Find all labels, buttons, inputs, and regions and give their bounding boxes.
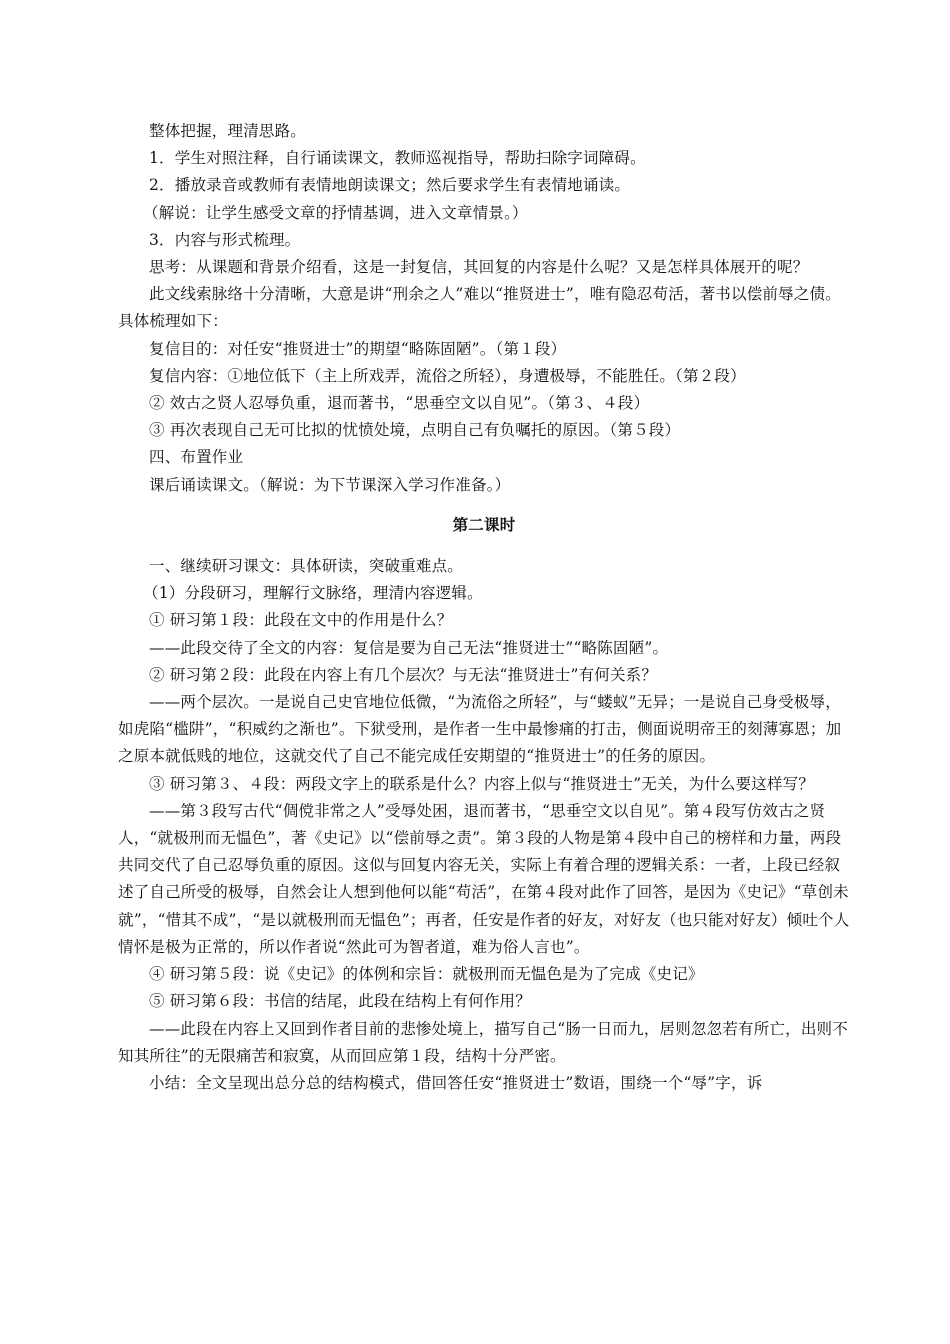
paragraph: 小结：全文呈现出总分总的结构模式，借回答任安“推贤进士”数语，围绕一个“辱”字，诉 bbox=[149, 1073, 763, 1092]
document-body bbox=[118, 118, 850, 1097]
paragraph: ③ 研习第３、４段：两段文字上的联系是什么？内容上似与“推贤进士”无关，为什么要这样写？ bbox=[149, 774, 815, 793]
paragraph: ④ 研习第５段：说《史记》的体例和宗旨：就极刑而无愠色是为了完成《史记》 bbox=[149, 965, 704, 984]
paragraph: ——两个层次。一是说自己史官地位低微，“为流俗之所轻”，与“蝼蚁”无异；一是说自己身受极辱，如虎陷“槛阱”，“积威约之渐也”。下狱受刑，是作者一生中最惨痛的打击，侧面说明帝王的刻薄寡恩；加之原本就低贱的地位，这就交代了自己不能完成任安期望的“推贤进士”的任务的原因。 bbox=[118, 693, 842, 766]
paragraph: 思考：从课题和背景介绍看，这是一封复信，其回复的内容是什么呢？又是怎样具体展开的呢？ bbox=[149, 258, 809, 277]
paragraph: 复信内容：①地位低下（主上所戏弄，流俗之所轻），身遭极辱，不能胜任。（第２段） bbox=[149, 366, 746, 385]
lesson-one-section bbox=[118, 118, 850, 499]
paragraph: ——此段交待了全文的内容：复信是要为自己无法“推贤进士”“略陈固陋”。 bbox=[149, 638, 669, 657]
paragraph: ① 研习第１段：此段在文中的作用是什么？ bbox=[149, 611, 453, 630]
paragraph: ——第３段写古代“倜傥非常之人”受辱处困，退而著书，“思垂空文以自见”。第４段写仿效古之贤人，“就极刑而无愠色”，著《史记》以“偿前辱之责”。第３段的人物是第４段中自己的榜样和力量，两段共同交代了自己忍辱负重的原因。这似与回复内容无关，实际上有着合理的逻辑关系：一者，上段已经叙述了自己所受的极辱，自然会让人想到他何以能“苟活”，在第４段对此作了回答，是因为《史记》“草创未就”，“惜其不成”，“是以就极刑而无愠色”；再者，任安是作者的好友，对好友（也只能对好友）倾吐个人情怀是极为正常的，所以作者说“然此可为智者道，难为俗人言也”。 bbox=[118, 801, 850, 956]
paragraph: 整体把握，理清思路。 bbox=[149, 122, 307, 140]
paragraph: 此文线索脉络十分清晰，大意是讲“刑余之人”难以“推贤进士”，唯有隐忍苟活，著书以偿前辱之债。具体梳理如下： bbox=[118, 285, 841, 331]
paragraph: 复信目的：对任安“推贤进士”的期望“略陈固陋”。（第１段） bbox=[149, 339, 567, 358]
lesson-two-section bbox=[118, 553, 850, 1097]
paragraph: ② 研习第２段：此段在内容上有几个层次？与无法“推贤进士”有何关系？ bbox=[149, 665, 658, 684]
paragraph: 2．播放录音或教师有表情地朗读课文；然后要求学生有表情地诵读。 bbox=[149, 176, 631, 195]
paragraph: ⑤ 研习第６段：书信的结尾，此段在结构上有何作用？ bbox=[149, 992, 531, 1011]
paragraph: ③ 再次表现自己无可比拟的忧愤处境，点明自己有负嘱托的原因。（第５段） bbox=[149, 421, 681, 440]
section-title: 第二课时 bbox=[452, 515, 516, 534]
paragraph: 1．学生对照注释，自行诵读课文，教师巡视指导，帮助扫除字词障碍。 bbox=[149, 149, 646, 168]
paragraph: ——此段在内容上又回到作者目前的悲惨处境上，描写自己“肠一日而九，居则忽忽若有所亡，出则不知其所往”的无限痛苦和寂寞，从而回应第１段，结构十分严密。 bbox=[118, 1019, 848, 1065]
paragraph: （解说：让学生感受文章的抒情基调，进入文章情景。） bbox=[143, 203, 528, 222]
paragraph: ② 效古之贤人忍辱负重，退而著书，“思垂空文以自见”。（第３、４段） bbox=[149, 394, 650, 413]
paragraph: 四、布置作业 bbox=[149, 448, 244, 467]
paragraph: （1）分段研习，理解行文脉络，理清内容逻辑。 bbox=[143, 584, 483, 603]
paragraph: 3．内容与形式梳理。 bbox=[149, 230, 301, 249]
paragraph: 一、继续研习课文：具体研读，突破重难点。 bbox=[149, 557, 464, 576]
paragraph: 课后诵读课文。（解说：为下节课深入学习作准备。） bbox=[149, 475, 511, 494]
